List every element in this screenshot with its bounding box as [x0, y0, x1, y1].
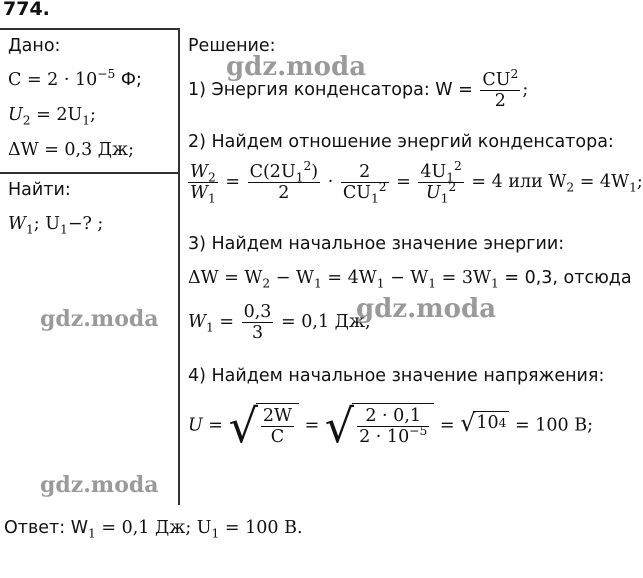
given-title: Дано: — [8, 36, 61, 56]
given-voltage-relation: $U_2 = 2U_1$; — [8, 105, 96, 128]
find-unknowns: $W_1$; $U_1-$? ; — [8, 214, 104, 237]
step3-initial-energy: $W_1$ = $\frac{0,3}{3}$ = 0,1 Дж; — [188, 302, 371, 344]
step3-energy-equation: $\Delta W = W_2 - W_1 = 4W_1 - W_1 = 3W_1 = 0,3$, отсюда — [188, 268, 632, 291]
step3-label: 3) Найдем начальное значение энергии: — [188, 234, 565, 254]
given-energy-change: ΔW = 0,3 Дж; — [8, 140, 135, 160]
given-capacitance: $C = 2 \cdot 10^{-5}$ Ф; — [8, 67, 142, 90]
watermark-logo: gdz.moda — [40, 472, 159, 498]
find-title: Найти: — [8, 180, 71, 200]
step2-label: 2) Найдем отношение энергий конденсатора: — [188, 132, 614, 152]
step4-voltage-formula: U = √ $\frac{2W}{C}$ = √ $\frac{2 \cdot 0,1}{2 \cdot 10^{-5}}$ = √ 10 4 = 100 В; — [188, 399, 593, 453]
given-separator-rule — [0, 172, 178, 174]
solution-title: Решение: — [188, 36, 276, 56]
watermark-logo: gdz.moda — [40, 306, 159, 332]
step4-label: 4) Найдем начальное значение напряжения: — [188, 366, 605, 386]
frame-vertical-rule — [178, 28, 180, 505]
step2-ratio-formula: $\frac{W_2}{W_1}$ = $\frac{C(2U_1^2)}{2}$ · $\frac{2}{CU_1^2}$ = $\frac{4U_1^2}{U_1^2}$ = 4 или $W_2 = 4W_1$; — [190, 159, 643, 206]
step1-energy-formula: 1) Энергия конденсатора: W = $\frac{CU^2}{2}$ ; — [188, 67, 529, 112]
frame-top-rule — [0, 28, 178, 30]
watermark-logo: gdz.moda — [226, 52, 367, 82]
watermark-logo: gdz.moda — [356, 294, 497, 324]
problem-number: 774. — [3, 0, 50, 20]
answer-line: Ответ: $W_1 = 0,1$ Дж; $U_1 = 100$ В. — [4, 518, 303, 541]
